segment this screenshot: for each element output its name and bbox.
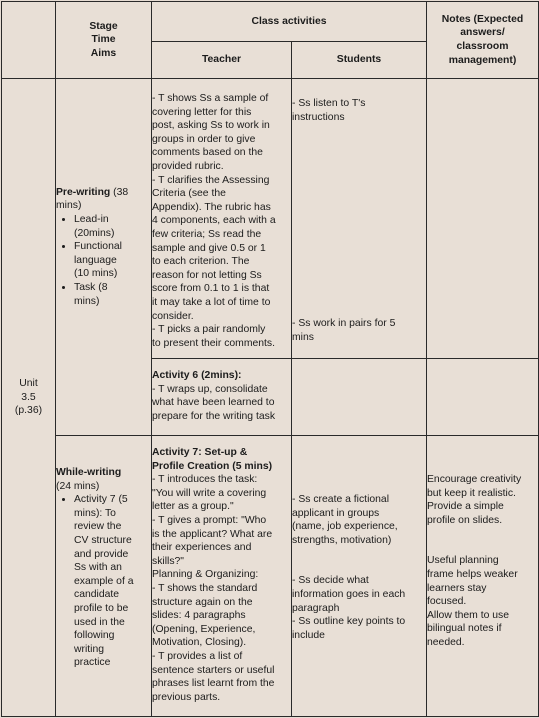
note-line: profile on slides. xyxy=(427,514,503,526)
note-line: frame helps weaker xyxy=(427,568,518,580)
notes-header-line: answers/ xyxy=(460,27,505,39)
teacher-line: comments based on the xyxy=(152,147,263,159)
notes-header xyxy=(427,2,539,79)
teacher-line: groups in order to give xyxy=(152,133,256,145)
aim-activity7 xyxy=(74,493,151,670)
activity6-notes-cell xyxy=(427,359,539,436)
aim-line: practice xyxy=(74,657,111,669)
whilewriting-title: While-writing xyxy=(56,467,122,478)
prewriting-time: (38 xyxy=(110,186,129,198)
prewriting-stage-cell xyxy=(56,79,152,436)
teacher-line: phrases list learnt from the xyxy=(152,678,275,690)
teacher-line: covering letter for this xyxy=(152,106,252,118)
student-line: applicant in groups xyxy=(292,507,380,519)
aim-line: mins): To xyxy=(74,507,116,519)
teacher-line: Motivation, Closing). xyxy=(152,637,247,649)
aim-line: writing xyxy=(74,643,105,655)
teacher-line: - T wraps up, consolidate xyxy=(152,383,268,395)
teacher-line: 4 components, each with a xyxy=(152,215,276,227)
student-line: (name, job experience, xyxy=(292,521,398,533)
whilewriting-time: (24 mins) xyxy=(56,480,100,492)
activity6-students-cell xyxy=(292,359,427,436)
teacher-line: letter as a group." xyxy=(152,501,234,513)
unit-cell xyxy=(2,79,56,717)
student-line: - Ss decide what xyxy=(292,575,369,587)
teacher-line: Appendix). The rubric has xyxy=(152,201,271,213)
aim-functional-language xyxy=(74,240,151,281)
spacer xyxy=(427,527,538,554)
prewriting-notes-cell xyxy=(427,79,539,359)
unit-page: (p.36) xyxy=(14,405,43,417)
aim-line: candidate xyxy=(74,589,120,601)
teacher-line: - T provides a list of xyxy=(152,650,243,662)
teacher-line: "You will write a covering xyxy=(152,487,267,499)
prewriting-teacher-cell xyxy=(152,79,292,359)
teacher-line: few criteria; Ss read the xyxy=(152,228,262,240)
teacher-line: - T shows Ss a sample of xyxy=(152,93,269,104)
notes-header-line: management) xyxy=(448,54,517,66)
student-line: include xyxy=(292,629,325,641)
header-aims: Aims xyxy=(90,47,117,59)
teacher-line: - T clarifies the Assessing xyxy=(152,174,270,186)
teacher-line: - T picks a pair randomly xyxy=(152,324,266,336)
prewriting-title: Pre-writing xyxy=(56,186,111,198)
teacher-line: is the applicant? What are xyxy=(152,528,273,540)
teacher-line: post, asking Ss to work in xyxy=(152,120,270,132)
student-line: - Ss outline key points to xyxy=(292,616,406,628)
aim-line: example of a xyxy=(74,575,134,587)
aim-lead-in xyxy=(74,213,151,240)
notes-header-line: classroom xyxy=(456,41,509,52)
unit-number: 3.5 xyxy=(21,391,36,403)
unit-label: Unit xyxy=(19,378,38,390)
prewriting-time-cont: mins) xyxy=(56,200,82,212)
aim-line: CV structure xyxy=(74,534,132,546)
empty-corner-cell xyxy=(2,2,56,79)
header-stage: Stage xyxy=(89,20,118,32)
aim-line: (10 mins) xyxy=(74,268,118,280)
aim-line: • Task (8 xyxy=(74,281,108,293)
aim-task xyxy=(74,281,151,308)
note-line: needed. xyxy=(427,636,465,648)
aim-line: • Functional xyxy=(74,241,122,253)
teacher-line: - T shows the standard xyxy=(152,582,258,594)
whilewriting-students-cell xyxy=(292,436,427,717)
teacher-line: sample and give 0.5 or 1 xyxy=(152,242,266,254)
teacher-line: (Opening, Experience, xyxy=(152,623,256,635)
teacher-line: their experiences and xyxy=(152,542,252,554)
aim-line: and provide xyxy=(74,548,129,560)
note-line: Allow them to use xyxy=(427,609,510,621)
whilewriting-teacher-cell xyxy=(152,436,292,717)
whilewriting-aims-list xyxy=(56,493,151,670)
notes-header-line: Notes (Expected xyxy=(441,13,524,25)
student-line: - Ss listen to T's xyxy=(292,98,366,109)
teacher-line: previous parts. xyxy=(152,691,221,703)
aim-line: language xyxy=(74,254,117,266)
prewriting-title-line xyxy=(56,186,151,200)
teacher-line: score from 0.1 to 1 is that xyxy=(152,283,270,295)
activity7-title: Profile Creation (5 mins) xyxy=(152,460,273,472)
spacer xyxy=(292,547,426,574)
teacher-line: structure again on the xyxy=(152,596,253,608)
student-line: strengths, motivation) xyxy=(292,534,392,546)
note-line: but keep it realistic. xyxy=(427,487,516,499)
note-line: bilingual notes if xyxy=(427,623,502,635)
student-line: mins xyxy=(292,331,314,343)
whilewriting-stage-cell xyxy=(56,436,152,717)
prewriting-students-cell xyxy=(292,79,427,359)
note-line: Encourage creativity xyxy=(427,474,522,485)
header-time: Time xyxy=(91,34,116,46)
teacher-line: consider. xyxy=(152,310,194,322)
aim-line: profile to be xyxy=(74,602,129,614)
teacher-line: to each criterion. The xyxy=(152,256,250,268)
whilewriting-notes-cell xyxy=(427,436,539,717)
teacher-line: to present their comments. xyxy=(152,337,276,349)
note-line: learners stay xyxy=(427,582,487,594)
teacher-header: Teacher xyxy=(152,42,292,79)
stage-time-aims-header xyxy=(56,2,152,79)
aim-line: following xyxy=(74,630,115,642)
teacher-line: slides: 4 paragraphs xyxy=(152,610,246,622)
note-line: focused. xyxy=(427,596,467,608)
aim-line: (20mins) xyxy=(74,227,115,239)
student-line: instructions xyxy=(292,111,345,123)
aim-line: • Lead-in xyxy=(74,214,109,226)
student-line: - Ss create a fictional xyxy=(292,494,390,505)
student-line: paragraph xyxy=(292,602,340,614)
class-activities-header: Class activities xyxy=(152,2,427,42)
teacher-line: Criteria (see the xyxy=(152,188,226,200)
spacer xyxy=(292,124,426,317)
student-line: information goes in each xyxy=(292,588,406,600)
activity7-title: Activity 7: Set-up & xyxy=(152,447,248,458)
teacher-line: Planning & Organizing: xyxy=(152,569,259,581)
teacher-line: reason for not letting Ss xyxy=(152,269,262,281)
lesson-plan-table xyxy=(1,1,539,717)
teacher-line: skills?" xyxy=(152,555,184,567)
activity6-teacher-cell xyxy=(152,359,292,436)
note-line: Useful planning xyxy=(427,555,499,567)
students-header: Students xyxy=(292,42,427,79)
teacher-line: it may take a lot of time to xyxy=(152,296,271,308)
teacher-line: - T introduces the task: xyxy=(152,474,258,486)
activity6-title: Activity 6 (2mins): xyxy=(152,370,242,381)
aim-line: review the xyxy=(74,521,122,533)
teacher-line: provided rubric. xyxy=(152,160,224,172)
aim-line: used in the xyxy=(74,616,125,628)
teacher-line: - T gives a prompt: "Who xyxy=(152,514,267,526)
teacher-line: sentence starters or useful xyxy=(152,664,275,676)
aim-line: mins) xyxy=(74,295,100,307)
student-line: - Ss work in pairs for 5 xyxy=(292,318,396,330)
aim-line: • Activity 7 (5 xyxy=(74,494,128,506)
prewriting-aims-list xyxy=(56,213,151,308)
aim-line: Ss with an xyxy=(74,562,122,574)
note-line: Provide a simple xyxy=(427,501,504,513)
teacher-line: what have been learned to xyxy=(152,397,275,409)
teacher-line: prepare for the writing task xyxy=(152,410,276,422)
